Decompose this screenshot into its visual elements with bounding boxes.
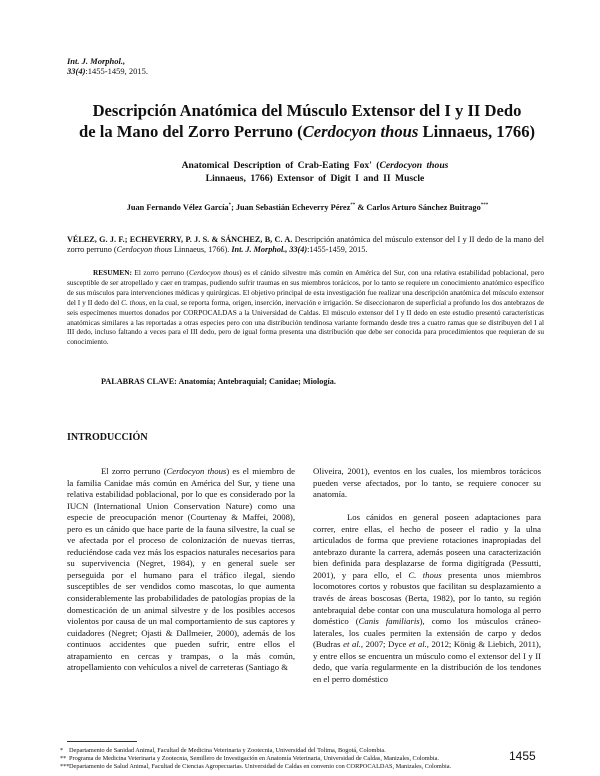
abstract: RESUMEN: El zorro perruno (Cerdocyon thous) es el cánido silvestre más común en América del Sur, con una relativa estabilidad poblacional, pero susceptible de ser atropellado y caer en trampas, pudiendo sufrir traumas en sus miembros torácicos, por lo tanto se requiere un conocimiento anatómico específico de sus músculos para intervenciones médicas y quirúrgicas. El objetivo principal de esta investigación fue realizar una descripción anatómica del músculo extensor del I y II dedo del C. thous, en la cual, se reporta forma, origen, inserción, inervación e irrigación. Se diseccionaron de superficial a profundo los dos antebrazos de seis especímenes muertos donados por CORPOCALDAS a la Universidad de Caldas. El músculo extensor del I y II dedo en este estudio presentó características anatómicas similares a las reportadas a otras especies pero con una distribución tendinosa variante formando desde tres a cuatro ramas que se distribuyen del I al III dedo, incluso faltando a veces para el III dedo, pero de igual forma presenta una distribución que debe ser conocida para procedimientos que requieran de su conocimiento. (67, 268, 545, 347)
section-heading: INTRODUCCIÓN (67, 432, 148, 443)
footnote: ***Departamento de Salud Animal, Facultad de Ciencias Agropecuarias. Universidad de Caldas en convenio con CORPOCALDAS, Manizales, Colombia. (60, 763, 452, 770)
journal-name: Int. J. Morphol., (67, 56, 126, 66)
title-line-2: de la Mano del Zorro Perruno (Cerdocyon thous Linnaeus, 1766) (78, 122, 536, 141)
author-list: Juan Fernando Vélez García*; Juan Sebastián Echeverry Pérez** & Carlos Arturo Sánchez Buitrago*** (126, 203, 489, 212)
journal-volume: 33(4):1455-1459, 2015. (67, 66, 148, 76)
author-3: & Carlos Arturo Sánchez Buitrago (355, 203, 481, 212)
footnote: * Departamento de Sanidad Animal, Facultad de Medicina Veterinaria y Zootecnia, Universidad del Tolima, Bogotá, Colombia. (60, 747, 386, 754)
author-1: Juan Fernando Vélez García (126, 203, 229, 212)
keywords: PALABRAS CLAVE: Anatomía; Antebraquial; Canidae; Miología. (101, 377, 336, 386)
paragraph: Oliveira, 2001), eventos en los cuales, los miembros torácicos pueden verse afectados, por lo tanto, se requiere conocer su anatomía. (313, 466, 541, 500)
english-title: Anatomical Description of Crab-Eating Fox' (Cerdocyon thous Linnaeus, 1766) Extensor of Digit I and II Muscle (181, 160, 449, 184)
journal-info (67, 56, 148, 76)
abstract-label: RESUMEN: (93, 268, 132, 277)
footnote: ** Programa de Medicina Veterinaria y Zootecnia, Semillero de Investigación en Anatomía Veterinaria, Universidad de Caldas, Manizales, Colombia. (60, 755, 439, 762)
paragraph: El zorro perruno (Cerdocyon thous) es el miembro de la familia Canidae más común en América del Sur, y tiene una relativa estabilidad poblacional, por lo que es considerado por la IUCN (International Union Conservation Nature) como una especie de preocupación menor (Courtenay & Maffei, 2008), pero es un cánido que hace parte de la fauna silvestre, la cual se ve afectada por el proceso de colonización de nuevas tierras, reduciéndose cada vez más los espacios naturales necesarios para su supervivencia (Negret, 1984), y en general suele ser perseguida por el humano para el tráfico ilegal, siendo susceptibles de ser vendidos como mascotas, lo que aumenta considerablemente las probabilidades de patologías propias de la domesticación de un animal silvestre y de los posibles accesos violentos por causa de un mal comportamiento de sus captores y cuidadores (Negret; Ojasti & Dallmeier, 2000), además de los continuos accidentes que pueden sufrir, entre ellos el atrapamiento en cercas y trampas, o la más común, atropellamiento con vehículos a nivel de carreteras (Santiago & (67, 466, 295, 673)
title-species: Cerdocyon thous (302, 122, 419, 141)
left-column (67, 466, 295, 674)
author-2: ; Juan Sebastián Echeverry Pérez (231, 203, 351, 212)
title-line-1: Descripción Anatómica del Músculo Extensor del I y II Dedo (92, 101, 522, 120)
footnote-divider (67, 741, 137, 742)
right-column (313, 466, 541, 685)
page-number: 1455 (509, 749, 536, 763)
paper-title (62, 100, 552, 142)
citation-authors: VÉLEZ, G. J. F.; ECHEVERRY, P. J. S. & SÁNCHEZ, B, C. A. (67, 235, 293, 244)
paragraph: Los cánidos en general poseen adaptaciones para correr, entre ellas, el hecho de poseer el radio y la ulna articulados de forma que previene rotaciones inapropiadas del antebrazo durante la carrera, además poseen una caracterización bien definida para desplazarse de forma digitígrada (Pessutti, 2001), y para ello, el C. thous presenta unos miembros locomotores cortos y robustos que facilitan su desplazamiento a través de áreas boscosas (Berta, 1982), por lo tanto, su región antebraquial debe contar con una musculatura homologa al perro doméstico (Canis familiaris), como los músculos cráneo-laterales, los cuales permiten la extensión de carpo y dedos (Budras et al., 2007; Dyce et al., 2012; König & Liebich, 2011), y entre ellos se encuentra un músculo como el extensor del I y II dedo, que varía regularmente en la distribución de los tendones en el perro doméstico (313, 512, 542, 684)
citation: VÉLEZ, G. J. F.; ECHEVERRY, P. J. S. & SÁNCHEZ, B, C. A. Descripción anatómica del músculo extensor del I y II dedo de la mano del zorro perruno (Cerdocyon thous Linnaeus, 1766). Int. J. Morphol., 33(4):1455-1459, 2015. (67, 235, 544, 255)
subtitle-species: Cerdocyon thous (379, 160, 449, 171)
